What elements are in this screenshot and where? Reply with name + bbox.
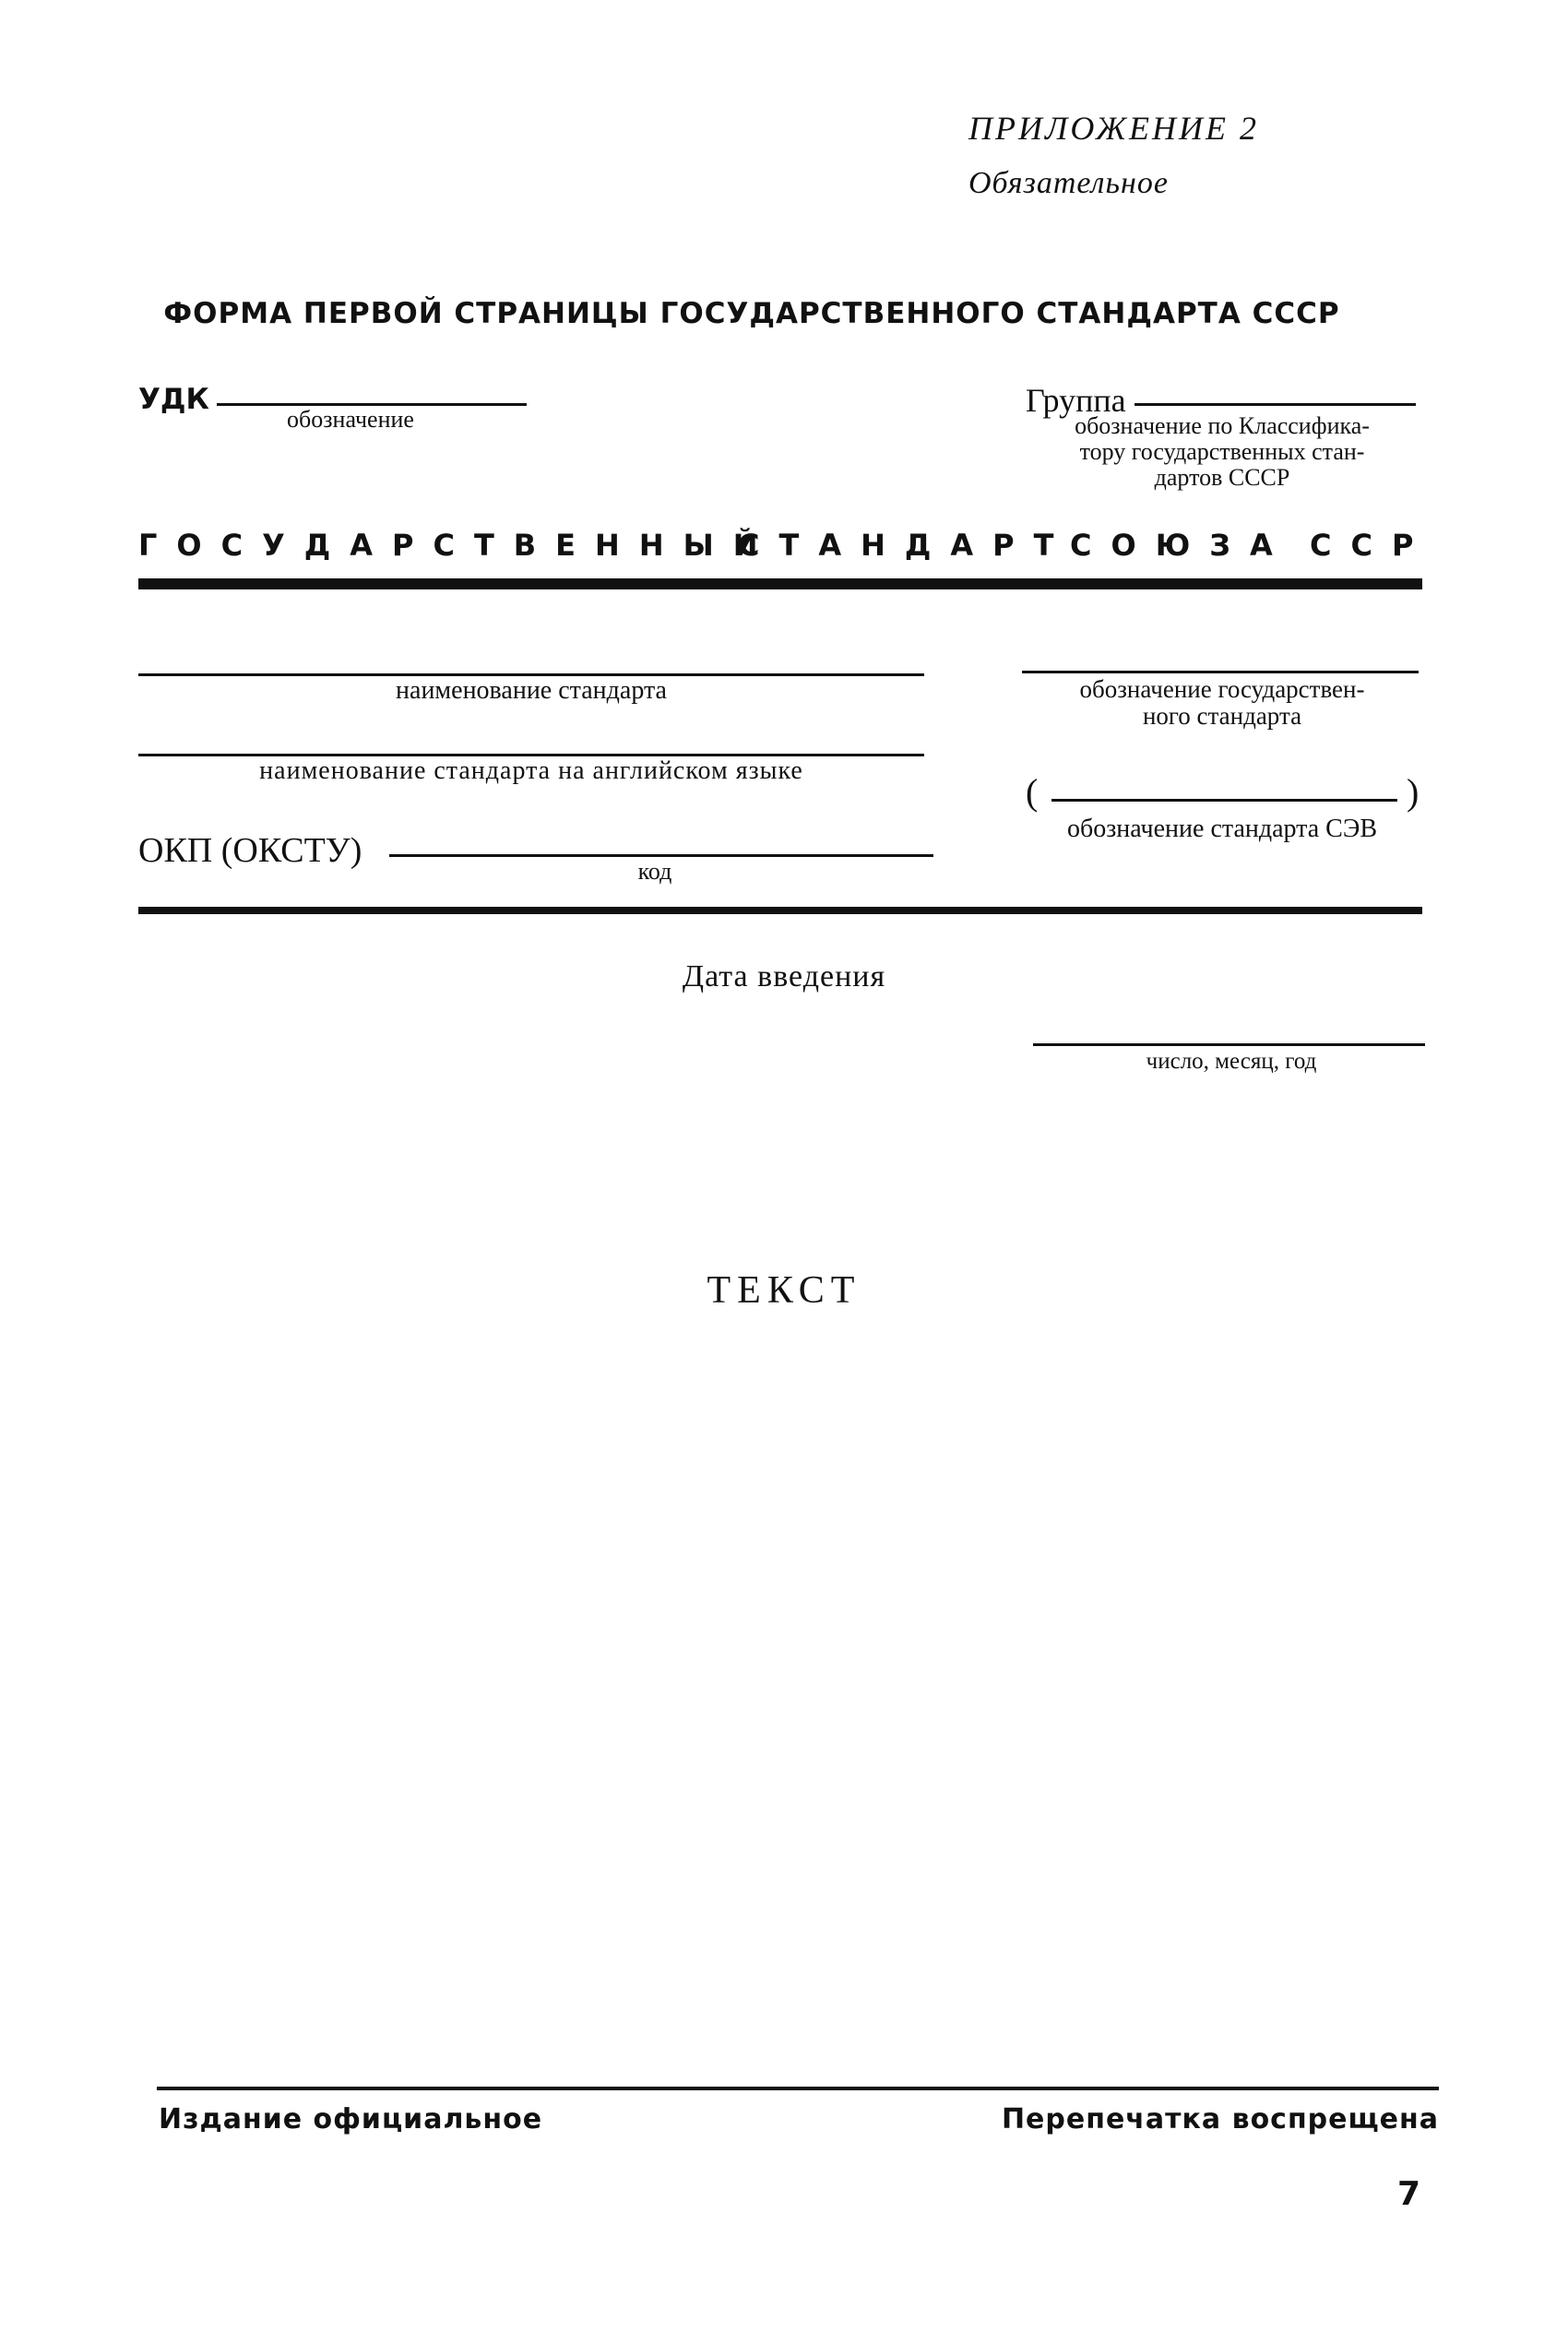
section-separator	[138, 907, 1422, 914]
group-caption	[1015, 413, 1430, 491]
designation-caption-line: обозначение государствен-	[1079, 675, 1365, 703]
sev-caption: обозначение стандарта СЭВ	[1066, 815, 1378, 843]
okp-caption: код	[637, 858, 672, 885]
group-caption-line: дартов СССР	[1154, 464, 1290, 491]
footer-reprint-note: Перепечатка воспрещена	[1001, 2103, 1439, 2136]
date-caption: число, месяц, год	[1146, 1049, 1317, 1074]
form-title: ФОРМА ПЕРВОЙ СТРАНИЦЫ ГОСУДАРСТВЕННОГО СТАНДАРТА СССР	[163, 297, 1340, 330]
footer-edition-note: Издание официальное	[159, 2103, 543, 2136]
appendix-status: Обязательное	[968, 166, 1169, 200]
appendix-title: ПРИЛОЖЕНИЕ 2	[968, 110, 1259, 147]
sev-field-line	[1051, 799, 1397, 802]
standard-name-caption: наименование стандарта	[396, 676, 667, 705]
designation-caption-line: ного стандарта	[1142, 702, 1302, 730]
footer-rule	[157, 2087, 1439, 2090]
page-number: 7	[1396, 2175, 1420, 2213]
title-word: СТАНДАРТ	[738, 528, 1074, 563]
okp-label: ОКП (ОКСТУ)	[138, 831, 362, 870]
title-rule	[138, 578, 1422, 589]
group-label: Группа	[1026, 382, 1126, 419]
title-word: ГОСУДАРСТВЕННЫЙ	[138, 528, 778, 563]
sev-close-paren: )	[1407, 771, 1420, 813]
designation-line	[1022, 671, 1419, 673]
date-label: Дата введения	[682, 959, 886, 993]
text-placeholder: ТЕКСТ	[707, 1269, 861, 1312]
state-standard-title	[138, 528, 1433, 574]
date-field-line	[1033, 1043, 1425, 1046]
english-name-caption: наименование стандарта на английском языке	[259, 756, 803, 785]
title-word: ССР	[1310, 528, 1433, 563]
udk-label: УДК	[138, 383, 209, 416]
group-caption-line: обозначение по Классифика-	[1075, 412, 1370, 439]
sev-open-paren: (	[1026, 771, 1039, 813]
group-caption-line: тору государственных стан-	[1079, 438, 1365, 465]
designation-caption	[1015, 676, 1430, 730]
group-field-line	[1134, 403, 1416, 406]
title-word: СОЮЗА	[1070, 528, 1292, 563]
okp-field-line	[389, 854, 933, 857]
udk-caption: обозначение	[287, 406, 414, 433]
